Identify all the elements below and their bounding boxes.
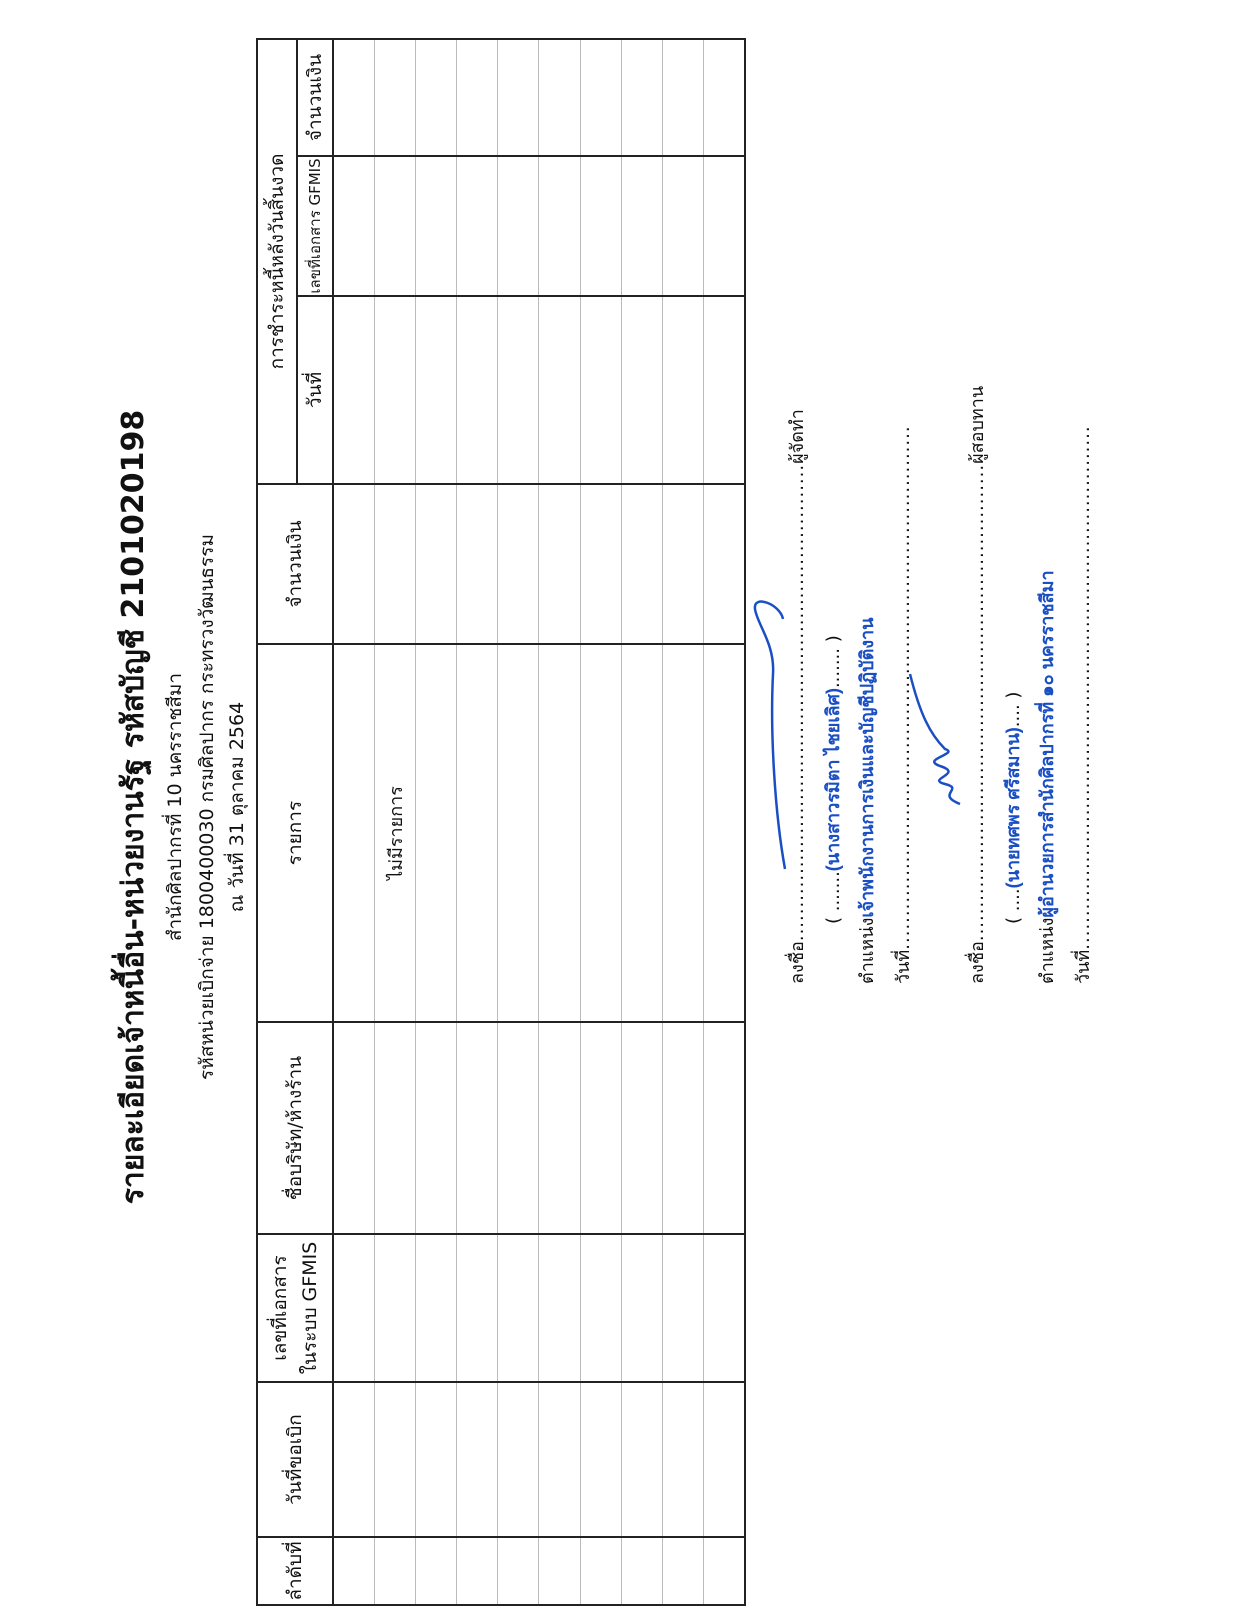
table-cell bbox=[498, 484, 539, 644]
table-cell bbox=[416, 39, 457, 156]
table-cell bbox=[621, 156, 662, 296]
table-row bbox=[375, 39, 416, 1605]
office-name: สำนักศิลปากรที่ 10 นครราชสีมา bbox=[164, 672, 186, 942]
table-cell bbox=[333, 1537, 375, 1605]
table-row bbox=[703, 39, 745, 1605]
preparer-sign-label: ลงชื่อ bbox=[787, 941, 808, 984]
table-cell bbox=[703, 39, 745, 156]
reviewer-position: ผู้อำนวยการสำนักศิลปากรที่ ๑๐ นครราชสีมา bbox=[1037, 570, 1057, 918]
table-cell bbox=[662, 1022, 703, 1234]
preparer-date-line: วันที่.............................................................................. bbox=[893, 425, 914, 984]
table-cell bbox=[662, 644, 703, 1022]
sub-date: วันที่ bbox=[297, 296, 333, 484]
table-cell bbox=[416, 1234, 457, 1382]
table-cell bbox=[580, 1022, 621, 1234]
table-row bbox=[621, 39, 662, 1605]
reviewer-position-label: ตำแหน่ง bbox=[1037, 917, 1058, 984]
col-company: ชื่อบริษัท/ห้างร้าน bbox=[257, 1022, 333, 1234]
table-cell bbox=[580, 1382, 621, 1537]
reviewer-sign-label: ลงชื่อ bbox=[967, 941, 988, 984]
table-cell bbox=[580, 484, 621, 644]
table-cell bbox=[333, 644, 375, 1022]
table-cell bbox=[457, 1234, 498, 1382]
table-cell bbox=[375, 39, 416, 156]
table-row bbox=[539, 39, 580, 1605]
table-cell bbox=[333, 296, 375, 484]
table-cell bbox=[333, 1022, 375, 1234]
table-cell bbox=[662, 156, 703, 296]
table-cell bbox=[703, 484, 745, 644]
table-cell bbox=[580, 296, 621, 484]
table-cell bbox=[703, 296, 745, 484]
table-cell bbox=[621, 1537, 662, 1605]
table-cell bbox=[539, 484, 580, 644]
table-row bbox=[416, 39, 457, 1605]
table-cell bbox=[375, 156, 416, 296]
table-cell bbox=[662, 1382, 703, 1537]
table-row bbox=[457, 39, 498, 1605]
preparer-name: (นางสาวรมิตา ไชยเลิศ) bbox=[823, 688, 843, 872]
table-row bbox=[498, 39, 539, 1605]
table-cell bbox=[539, 1234, 580, 1382]
table-cell bbox=[375, 1022, 416, 1234]
table-cell bbox=[662, 1537, 703, 1605]
table-cell bbox=[703, 1234, 745, 1382]
table-cell bbox=[498, 1537, 539, 1605]
preparer-position: เจ้าพนักงานการเงินและบัญชีปฏิบัติงาน bbox=[857, 617, 877, 918]
table-cell bbox=[457, 484, 498, 644]
table-cell bbox=[457, 39, 498, 156]
table-cell bbox=[703, 1382, 745, 1537]
table-cell bbox=[416, 156, 457, 296]
table-cell bbox=[498, 1234, 539, 1382]
table-cell bbox=[498, 1382, 539, 1537]
reviewer-name-line: ( ....(นายทศพร ศรีสมาน).... ) bbox=[1003, 691, 1024, 924]
table-cell bbox=[662, 296, 703, 484]
table-cell bbox=[498, 1022, 539, 1234]
col-doc-no bbox=[257, 1234, 333, 1382]
table-row bbox=[580, 39, 621, 1605]
table-cell bbox=[416, 1022, 457, 1234]
as-of-date: ณ วันที่ 31 ตุลาคม 2564 bbox=[226, 701, 248, 913]
table-cell bbox=[703, 156, 745, 296]
creditor-table bbox=[256, 38, 746, 1606]
sub-doc: เลขที่เอกสาร GFMIS bbox=[297, 156, 333, 296]
table-cell bbox=[539, 1022, 580, 1234]
table-body bbox=[333, 39, 745, 1605]
table-cell bbox=[580, 156, 621, 296]
table-cell bbox=[333, 156, 375, 296]
reviewer-position-line bbox=[1032, 570, 1061, 984]
table-cell bbox=[621, 296, 662, 484]
table-cell bbox=[539, 296, 580, 484]
table-cell bbox=[539, 644, 580, 1022]
table-cell bbox=[580, 39, 621, 156]
table-cell bbox=[416, 1537, 457, 1605]
col-request-date: วันที่ขอเบิก bbox=[257, 1382, 333, 1537]
table-cell bbox=[539, 156, 580, 296]
no-items-text: ไม่มีรายการ bbox=[375, 644, 416, 1022]
table-cell bbox=[457, 156, 498, 296]
preparer-sign-line: ลงชื่อ.......................................................................ผู้จัดทำ bbox=[787, 409, 808, 984]
table-cell bbox=[333, 1234, 375, 1382]
table-cell bbox=[580, 1234, 621, 1382]
table-cell bbox=[580, 644, 621, 1022]
table-cell bbox=[621, 39, 662, 156]
reviewer-sign-line: ลงชื่อ.......................................................................ผู้สอบทาน bbox=[967, 385, 988, 984]
table-cell bbox=[457, 1382, 498, 1537]
table-cell bbox=[662, 39, 703, 156]
col-doc-no-line1: เลขที่เอกสาร bbox=[269, 1255, 291, 1361]
table-cell bbox=[375, 1234, 416, 1382]
reviewer-signature bbox=[905, 664, 985, 814]
table-cell bbox=[621, 1234, 662, 1382]
table-cell bbox=[580, 1537, 621, 1605]
table-cell bbox=[457, 1537, 498, 1605]
table-cell bbox=[703, 1537, 745, 1605]
table-cell bbox=[703, 1022, 745, 1234]
table-cell bbox=[333, 39, 375, 156]
preparer-name-line: ( .......(นางสาวรมิตา ไชยเลิศ)....... ) bbox=[823, 635, 844, 924]
reviewer-date-label: วันที่ bbox=[1073, 949, 1094, 984]
col-doc-no-line2: ในระบบ GFMIS bbox=[299, 1241, 321, 1375]
table-cell bbox=[703, 644, 745, 1022]
reviewer-role: ผู้สอบทาน bbox=[967, 385, 988, 464]
col-item: รายการ bbox=[257, 644, 333, 1022]
table-cell bbox=[416, 484, 457, 644]
table-cell bbox=[539, 1382, 580, 1537]
table-cell bbox=[498, 644, 539, 1022]
preparer-signature bbox=[745, 584, 805, 874]
table-cell bbox=[662, 1234, 703, 1382]
report-title: รายละเอียดเจ้าหนี้อื่น-หน่วยงานรัฐ รหัสบัญชี 2101020198 bbox=[116, 409, 151, 1205]
table-cell bbox=[416, 644, 457, 1022]
col-amount: จำนวนเงิน bbox=[257, 484, 333, 644]
col-no: ลำดับที่ bbox=[257, 1537, 333, 1605]
table-cell bbox=[621, 644, 662, 1022]
table-cell bbox=[498, 39, 539, 156]
preparer-date-label: วันที่ bbox=[893, 949, 914, 984]
table-cell bbox=[375, 296, 416, 484]
table-cell bbox=[457, 644, 498, 1022]
group-payment: การชำระหนี้หลังวันสิ้นงวด bbox=[257, 39, 297, 484]
table-cell bbox=[375, 484, 416, 644]
table-cell bbox=[333, 484, 375, 644]
table-cell bbox=[375, 1537, 416, 1605]
sub-amount: จำนวนเงิน bbox=[297, 39, 333, 156]
table-row bbox=[333, 39, 375, 1605]
table-cell bbox=[498, 156, 539, 296]
table-cell bbox=[539, 1537, 580, 1605]
table-cell bbox=[662, 484, 703, 644]
preparer-position-label: ตำแหน่ง bbox=[857, 917, 878, 984]
table-cell bbox=[498, 296, 539, 484]
preparer-role: ผู้จัดทำ bbox=[787, 409, 808, 464]
reviewer-name: (นายทศพร ศรีสมาน) bbox=[1003, 727, 1023, 889]
table-cell bbox=[621, 1382, 662, 1537]
table-cell bbox=[621, 1022, 662, 1234]
preparer-position-line bbox=[852, 618, 881, 984]
reviewer-date-line: วันที่.............................................................................. bbox=[1073, 425, 1094, 984]
table-row bbox=[662, 39, 703, 1605]
table-cell bbox=[539, 39, 580, 156]
table-cell bbox=[375, 1382, 416, 1537]
table-cell bbox=[333, 1382, 375, 1537]
table-cell bbox=[416, 296, 457, 484]
table-cell bbox=[621, 484, 662, 644]
table-cell bbox=[457, 1022, 498, 1234]
unit-code: รหัสหน่วยเบิกจ่าย 1800400030 กรมศิลปากร กระทรวงวัฒนธรรม bbox=[196, 534, 218, 1080]
table-cell bbox=[457, 296, 498, 484]
table-cell bbox=[416, 1382, 457, 1537]
